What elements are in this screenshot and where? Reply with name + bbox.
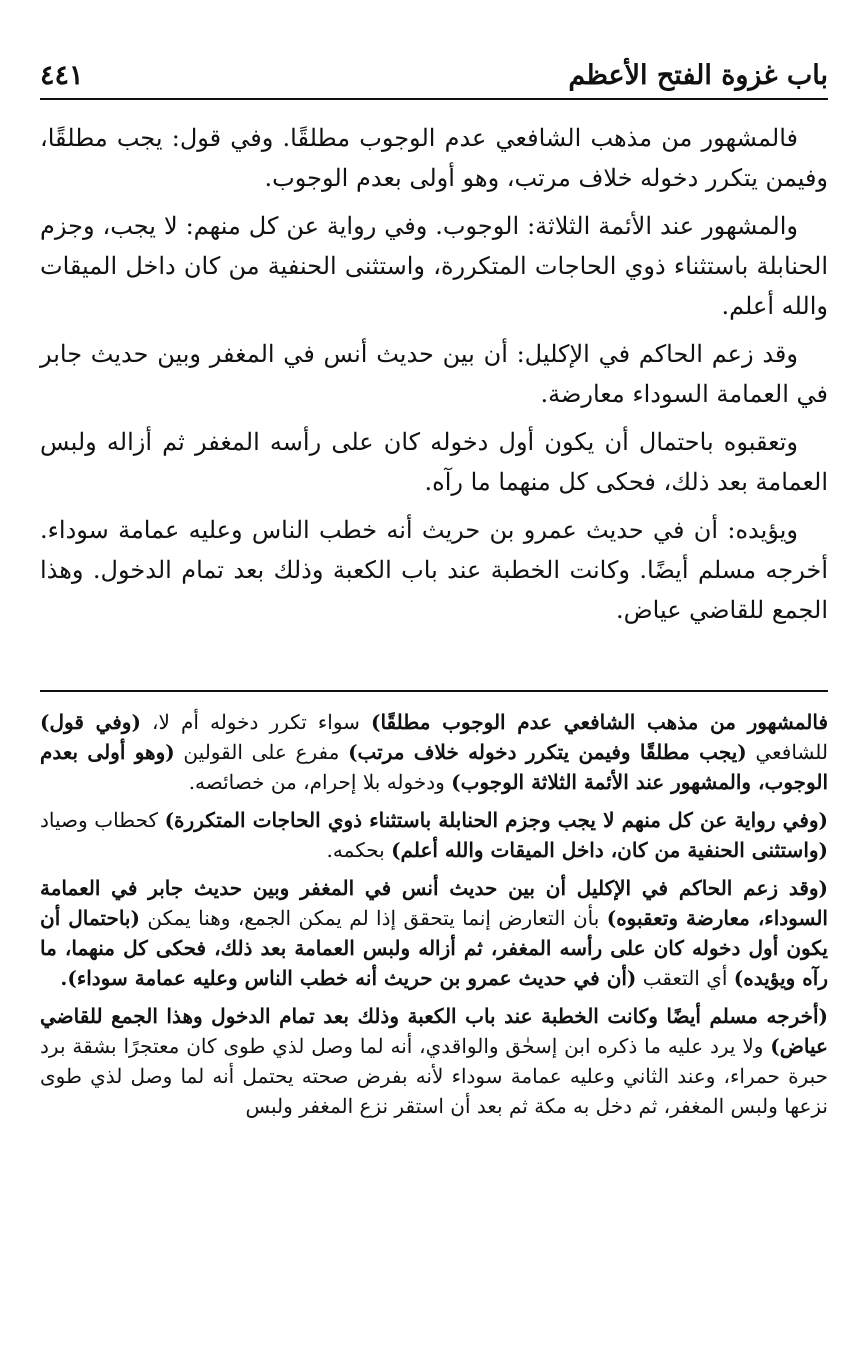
main-text: [40, 118, 828, 638]
commentary: [40, 707, 828, 1129]
page-number: ٤٤١: [40, 59, 84, 91]
commentary-text: أي التعقب: [636, 966, 734, 990]
commentary-text: ودخوله بلا إحرام، من خصائصه.: [188, 770, 452, 794]
page-header: [40, 52, 828, 100]
quoted-text: (أن في حديث عمرو بن حريث أنه خطب الناس وعليه عمامة سوداء).: [60, 966, 637, 990]
commentary-text: كحطاب وصياد: [40, 808, 165, 832]
quoted-text: (يجب مطلقًا وفيمن يتكرر دخوله خلاف مرتب): [348, 740, 747, 764]
quoted-text: (أخرجه مسلم أيضًا وكانت الخطبة عند باب الكعبة وذلك بعد تمام الدخول وهذا الجمع للقاضي عياض): [40, 1004, 828, 1058]
quoted-text: (وهو أولى بعدم الوجوب، والمشهور عند الأئمة الثلاثة الوجوب): [40, 740, 828, 794]
quoted-text: (واستثنى الحنفية من كان، داخل الميقات والله أعلم): [391, 838, 828, 862]
commentary-paragraph: [40, 873, 828, 993]
commentary-text: بحكمه.: [326, 838, 392, 862]
quoted-text: (وفي قول): [40, 710, 141, 734]
main-paragraph: ويؤيده: أن في حديث عمرو بن حريث أنه خطب الناس وعليه عمامة سوداء. أخرجه مسلم أيضًا. وكانت الخطبة عند باب الكعبة وذلك بعد تمام الدخول. وهذا الجمع للقاضي عياض.: [40, 516, 828, 624]
commentary-text: للشافعي: [746, 740, 829, 764]
commentary-paragraph: [40, 805, 828, 865]
quoted-text: فالمشهور من مذهب الشافعي عدم الوجوب مطلقًا): [371, 710, 829, 734]
commentary-paragraph: [40, 707, 828, 797]
commentary-paragraph: [40, 1001, 828, 1121]
quoted-text: (باحتمال أن يكون أول دخوله كان على رأسه المغفر، ثم أزاله ولبس العمامة بعد ذلك، فحكى كل منهما، ما رآه ويؤيده): [40, 906, 828, 990]
commentary-text: بأن التعارض إنما يتحقق إذا لم يمكن الجمع، وهنا يمكن: [139, 906, 607, 930]
quoted-text: (وقد زعم الحاكم في الإكليل أن بين حديث أنس في المغفر وبين حديث جابر في العمامة السوداء، معارضة وتعقبوه): [40, 876, 828, 930]
commentary-text: مفرع على القولين: [174, 740, 349, 764]
main-paragraph: فالمشهور من مذهب الشافعي عدم الوجوب مطلقًا. وفي قول: يجب مطلقًا، وفيمن يتكرر دخوله خلاف مرتب، وهو أولى بعدم الوجوب.: [40, 124, 828, 192]
main-paragraph: وقد زعم الحاكم في الإكليل: أن بين حديث أنس في المغفر وبين حديث جابر في العمامة السوداء معارضة.: [40, 340, 828, 408]
commentary-text: سواء تكرر دخوله أم لا،: [140, 710, 371, 734]
footnote-divider: [40, 690, 828, 692]
commentary-text: ولا يرد عليه ما ذكره ابن إسحٰق والواقدي، أنه لما وصل لذي طوى كان معتجرًا بشقة برد حبرة حمراء، وعند الثاني وعليه عمامة سوداء لأنه بفرض صحته يحتمل أنه لما وصل لذي طوى نزعها ولبس المغفر، ثم دخل به مكة ثم بعد أن استقر نزع المغفر ولبس: [40, 1034, 828, 1118]
main-paragraph: وتعقبوه باحتمال أن يكون أول دخوله كان على رأسه المغفر ثم أزاله ولبس العمامة بعد ذلك، فحكى كل منهما ما رآه.: [40, 428, 828, 496]
chapter-title: باب غزوة الفتح الأعظم: [568, 59, 828, 91]
quoted-text: (وفي رواية عن كل منهم لا يجب وجزم الحنابلة باستثناء ذوي الحاجات المتكررة): [164, 808, 829, 832]
main-paragraph: والمشهور عند الأئمة الثلاثة: الوجوب. وفي رواية عن كل منهم: لا يجب، وجزم الحنابلة باستثناء ذوي الحاجات المتكررة، واستثنى الحنفية من كان داخل الميقات والله أعلم.: [40, 212, 828, 320]
